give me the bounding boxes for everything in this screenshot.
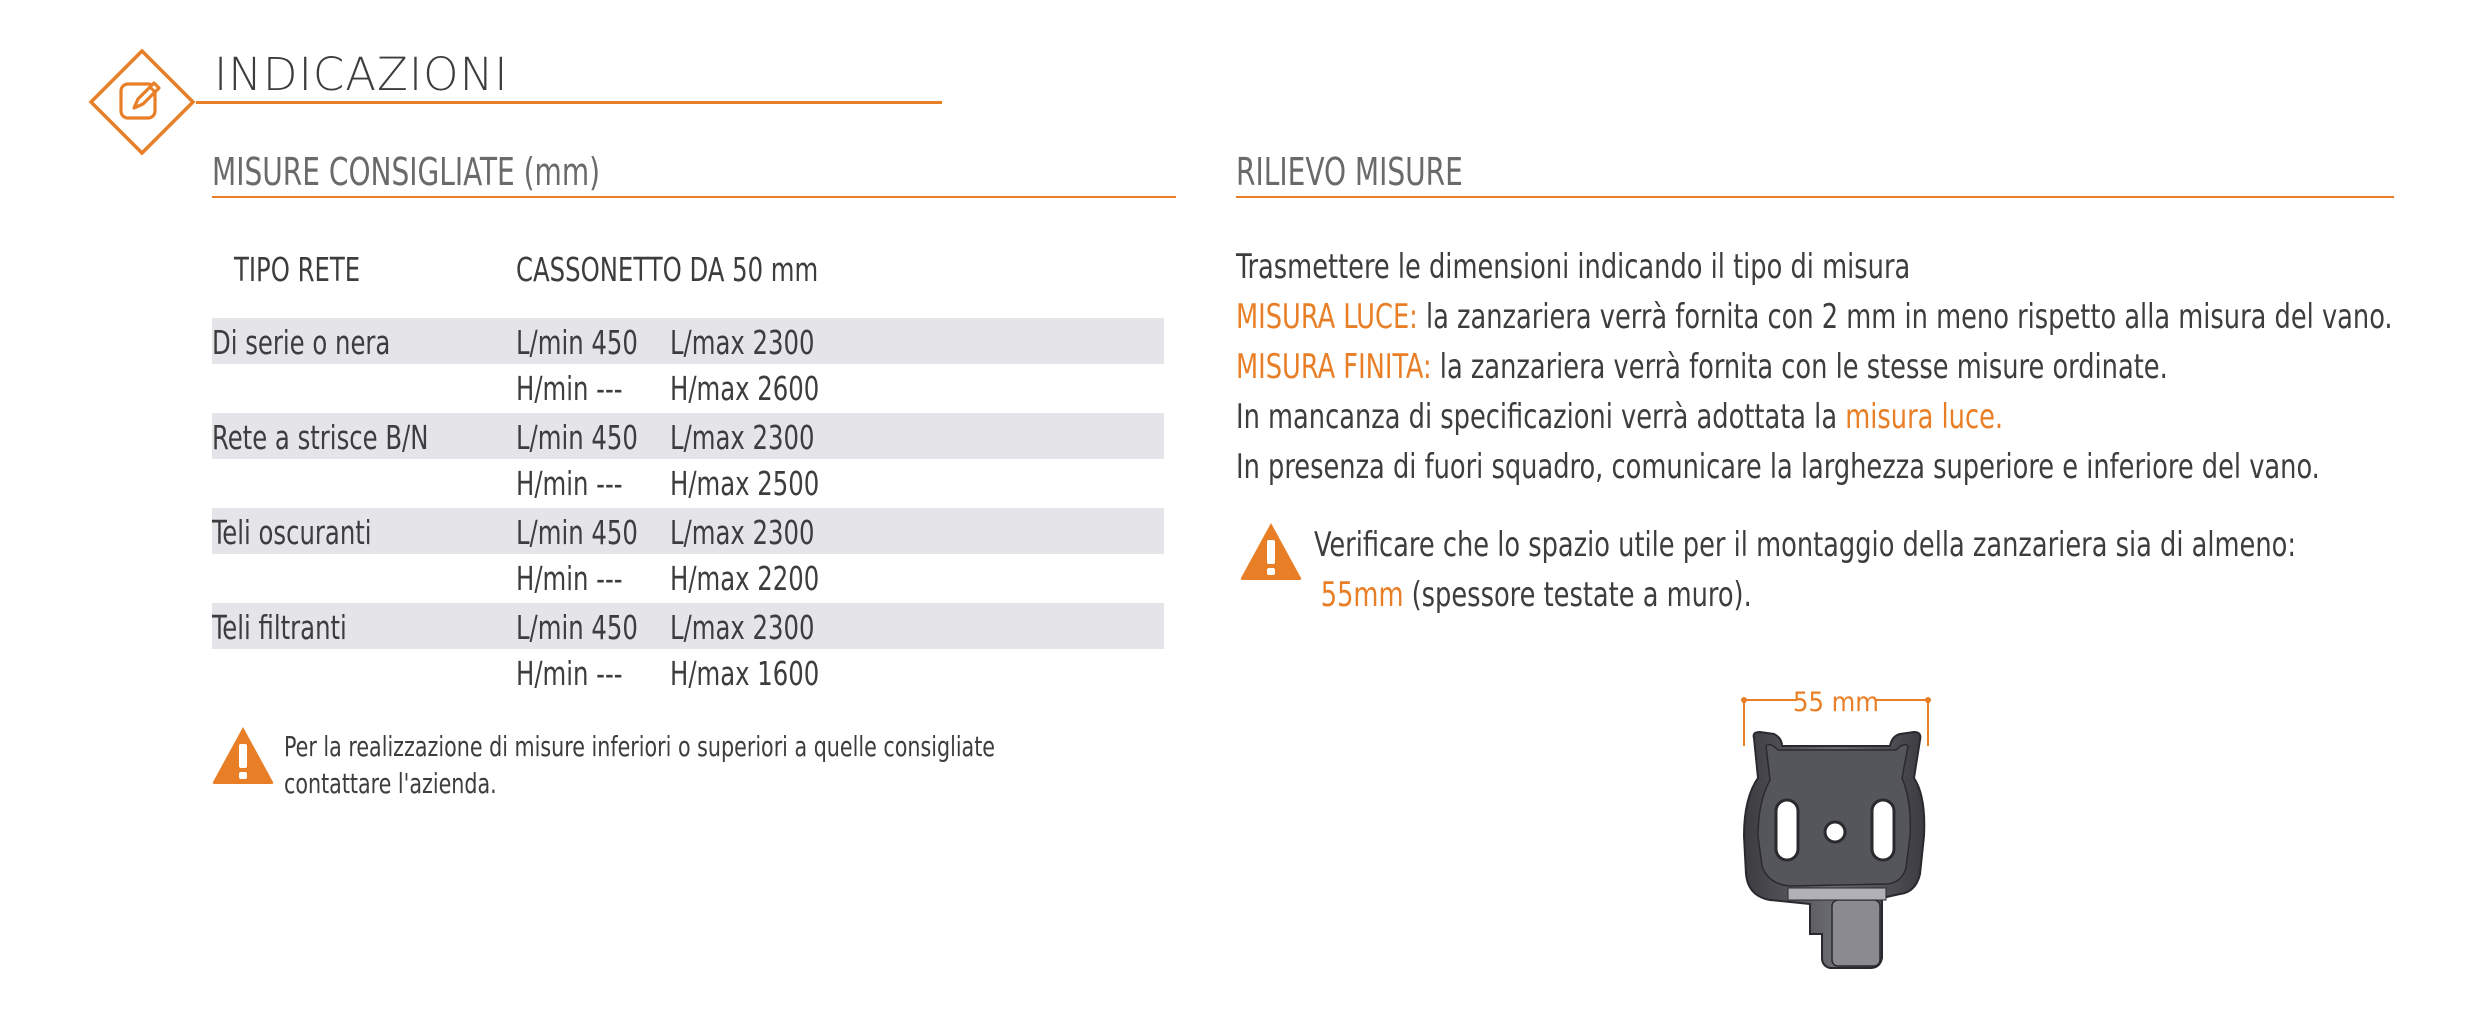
dimension-label: 55 mm: [1793, 687, 1879, 718]
net-type-name: Rete a strisce B/N: [212, 418, 429, 457]
pencil-edit-icon: [88, 48, 196, 156]
width-max: L/max 2300: [670, 513, 815, 552]
height-min: H/min ---: [516, 464, 623, 503]
measure-instructions: [1236, 242, 2393, 492]
min-space-note: (spessore testate a muro).: [1403, 575, 1752, 615]
width-max: L/max 2300: [670, 323, 815, 362]
contact-note: Per la realizzazione di misure inferiori o superiori a quelle consigliate contattare l'azienda.: [284, 730, 996, 800]
width-min: L/min 450: [516, 418, 638, 457]
table-header-cassonetto: CASSONETTO DA 50 mm: [516, 250, 819, 289]
montaggio-warning: [1314, 520, 2296, 620]
height-max: H/max 2500: [670, 464, 820, 503]
page-title: INDICAZIONI: [214, 48, 509, 101]
height-min: H/min ---: [516, 654, 623, 693]
net-type-name: Teli filtranti: [212, 608, 347, 647]
net-type-name: Di serie o nera: [212, 323, 391, 362]
width-max: L/max 2300: [670, 418, 815, 457]
instruction-line: [1236, 292, 2393, 342]
warning-line: Verificare che lo spazio utile per il montaggio della zanzariera sia di almeno:: [1314, 525, 2297, 565]
warning-icon: [210, 724, 276, 786]
instruction-line: In presenza di fuori squadro, comunicare la larghezza superiore e inferiore del vano.: [1236, 447, 2320, 487]
table-row: [212, 459, 1164, 505]
height-min: H/min ---: [516, 369, 623, 408]
section-underline: [1236, 196, 2394, 198]
misura-finita-text: la zanzariera verrà fornita con le stesse misure ordinate.: [1431, 347, 2168, 387]
height-max: H/max 2600: [670, 369, 820, 408]
width-min: L/min 450: [516, 513, 638, 552]
default-measure-highlight: misura luce.: [1845, 397, 2004, 437]
height-min: H/min ---: [516, 559, 623, 598]
table-row: [212, 554, 1164, 600]
title-underline: [196, 101, 942, 104]
width-min: L/min 450: [516, 323, 638, 362]
table-row: [212, 413, 1164, 459]
warning-icon: [1238, 520, 1304, 582]
height-max: H/max 2200: [670, 559, 820, 598]
height-max: H/max 1600: [670, 654, 820, 693]
misura-finita-label: MISURA FINITA:: [1236, 347, 1432, 387]
bracket-diagram: [1730, 686, 1946, 980]
table-row: [212, 508, 1164, 554]
min-space-value: 55mm: [1320, 575, 1404, 615]
table-row: [212, 364, 1164, 410]
misura-luce-text: la zanzariera verrà fornita con 2 mm in meno rispetto alla misura del vano.: [1417, 297, 2393, 337]
instruction-line: [1236, 392, 2393, 442]
table-header-tipo-rete: TIPO RETE: [234, 250, 361, 289]
section-underline: [212, 196, 1176, 198]
instruction-line: [1236, 342, 2393, 392]
width-min: L/min 450: [516, 608, 638, 647]
net-type-name: Teli oscuranti: [212, 513, 372, 552]
table-row: [212, 603, 1164, 649]
table-row: [212, 318, 1164, 364]
width-max: L/max 2300: [670, 608, 815, 647]
misura-luce-label: MISURA LUCE:: [1236, 297, 1418, 337]
warning-line: [1314, 570, 2296, 620]
table-row: [212, 649, 1164, 695]
section-title-misure-consigliate: MISURE CONSIGLIATE (mm): [212, 150, 601, 194]
instruction-line: Trasmettere le dimensioni indicando il tipo di misura: [1236, 247, 1911, 287]
section-title-rilievo-misure: RILIEVO MISURE: [1236, 150, 1463, 194]
default-measure-text: In mancanza di specificazioni verrà adottata la: [1236, 397, 1846, 437]
